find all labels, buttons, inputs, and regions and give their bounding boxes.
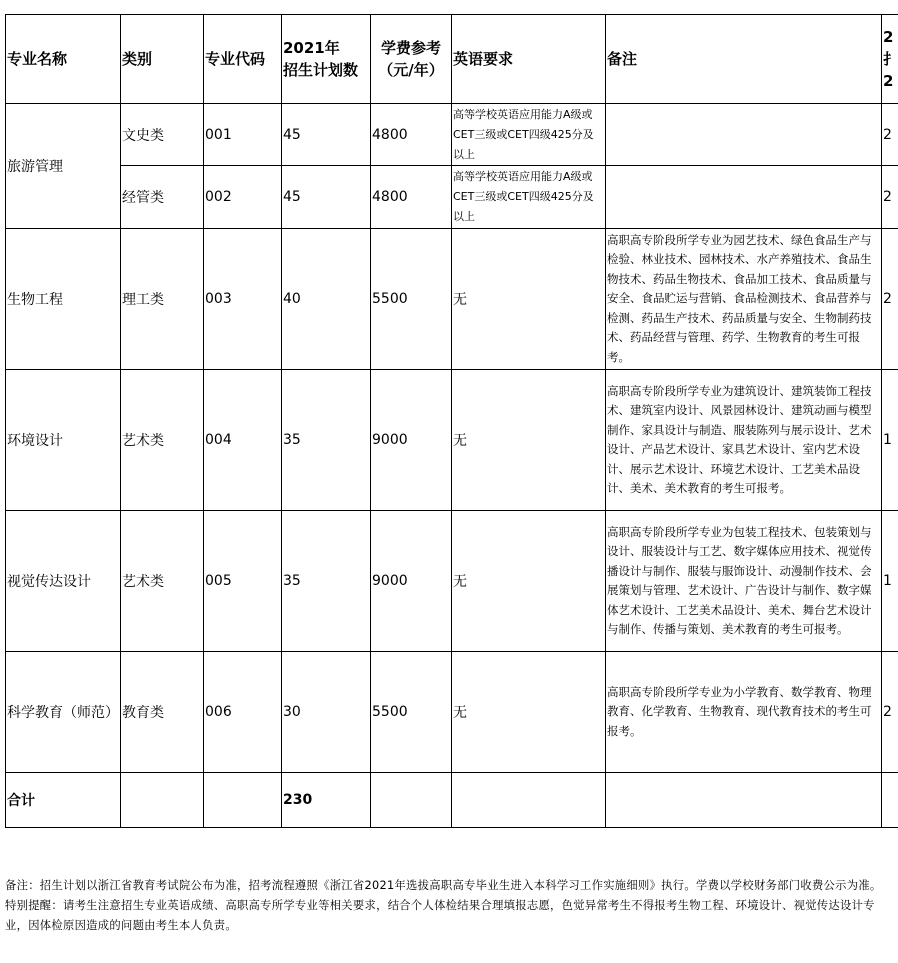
cell-remark: 高职高专阶段所学专业为园艺技术、绿色食品生产与检验、林业技术、园林技术、水产养殖技术、食品生物技术、药品生物技术、食品加工技术、食品质量与安全、食品贮运与营销、食品检测技术、食品营养与检测、药品生产技术、药品质量与安全、生物制药技术、药品经营与管理、药学、生物教育的考生可报考。 (606, 229, 882, 370)
cell-plan: 35 (282, 370, 371, 511)
table-row (6, 511, 898, 652)
header-extra-line2: 扌 (883, 50, 898, 68)
cell-plan: 40 (282, 229, 371, 370)
header-major-name: 专业名称 (6, 15, 121, 104)
total-label: 合计 (6, 773, 121, 828)
cell-english: 无 (452, 511, 606, 652)
cell-extra: 2 (882, 166, 898, 229)
header-extra-line3: 2 (883, 72, 894, 90)
cell-category: 艺术类 (121, 511, 204, 652)
cell-fee: 9000 (371, 511, 452, 652)
cell-extra: 2 (882, 104, 898, 166)
cell-remark (606, 166, 882, 229)
cell-fee: 5500 (371, 652, 452, 773)
total-empty (452, 773, 606, 828)
header-row (6, 15, 898, 104)
cell-major-name: 科学教育（师范） (6, 652, 121, 773)
cell-major-name: 视觉传达设计 (6, 511, 121, 652)
cell-english: 高等学校英语应用能力A级或CET三级或CET四级425分及以上 (452, 104, 606, 166)
cell-plan: 45 (282, 104, 371, 166)
cell-fee: 4800 (371, 104, 452, 166)
table-row (6, 652, 898, 773)
header-fee (371, 15, 452, 104)
table-row (6, 166, 898, 229)
header-fee-line2: （元/年） (378, 61, 444, 79)
cell-extra: 2 (882, 652, 898, 773)
footnotes (5, 876, 889, 936)
cell-plan: 45 (282, 166, 371, 229)
cell-english: 无 (452, 229, 606, 370)
enrollment-table-wrapper (5, 14, 898, 830)
cell-remark (606, 104, 882, 166)
cell-category: 教育类 (121, 652, 204, 773)
header-remark: 备注 (606, 15, 882, 104)
cell-category: 经管类 (121, 166, 204, 229)
header-category: 类别 (121, 15, 204, 104)
cell-code: 004 (204, 370, 282, 511)
cell-extra: 2 (882, 229, 898, 370)
cell-code: 003 (204, 229, 282, 370)
cell-english: 无 (452, 370, 606, 511)
cell-major-name: 旅游管理 (6, 104, 121, 229)
table-row (6, 370, 898, 511)
cell-code: 005 (204, 511, 282, 652)
cell-code: 006 (204, 652, 282, 773)
total-empty (204, 773, 282, 828)
header-extra-line1: 2 (883, 28, 894, 46)
cell-category: 艺术类 (121, 370, 204, 511)
cell-remark: 高职高专阶段所学专业为小学教育、数学教育、物理教育、化学教育、生物教育、现代教育技术的考生可报考。 (606, 652, 882, 773)
total-plan: 230 (282, 773, 371, 828)
total-row (6, 773, 898, 828)
total-empty (882, 773, 898, 828)
enrollment-table (5, 14, 898, 828)
header-plan-line1: 2021年 (283, 39, 340, 57)
cell-fee: 5500 (371, 229, 452, 370)
cell-plan: 35 (282, 511, 371, 652)
table-row (6, 229, 898, 370)
cell-code: 002 (204, 166, 282, 229)
cell-extra: 1 (882, 511, 898, 652)
cell-code: 001 (204, 104, 282, 166)
header-fee-line1: 学费参考 (380, 39, 441, 57)
cell-remark: 高职高专阶段所学专业为建筑设计、建筑装饰工程技术、建筑室内设计、风景园林设计、建筑动画与模型制作、家具设计与制造、服装陈列与展示设计、艺术设计、产品艺术设计、家具艺术设计、室内艺术设计、展示艺术设计、环境艺术设计、工艺美术品设计、美术、美术教育的考生可报考。 (606, 370, 882, 511)
cell-fee: 4800 (371, 166, 452, 229)
cell-fee: 9000 (371, 370, 452, 511)
header-code: 专业代码 (204, 15, 282, 104)
header-plan (282, 15, 371, 104)
total-empty (371, 773, 452, 828)
total-empty (606, 773, 882, 828)
total-empty (121, 773, 204, 828)
cell-english: 高等学校英语应用能力A级或CET三级或CET四级425分及以上 (452, 166, 606, 229)
cell-category: 文史类 (121, 104, 204, 166)
cell-remark: 高职高专阶段所学专业为包装工程技术、包装策划与设计、服装设计与工艺、数字媒体应用技术、视觉传播设计与制作、服装与服饰设计、动漫制作技术、会展策划与管理、艺术设计、广告设计与制作、数字媒体艺术设计、工艺美术品设计、美术、舞台艺术设计与制作、传播与策划、美术教育的考生可报考。 (606, 511, 882, 652)
cell-major-name: 生物工程 (6, 229, 121, 370)
footnote-remark: 备注：招生计划以浙江省教育考试院公布为准，招考流程遵照《浙江省2021年选拔高职高专毕业生进入本科学习工作实施细则》执行。学费以学校财务部门收费公示为准。 (5, 879, 882, 892)
table-row (6, 104, 898, 166)
footnote-reminder: 特别提醒：请考生注意招生专业英语成绩、高职高专所学专业等相关要求，结合个人体检结果合理填报志愿，色觉异常考生不得报考生物工程、环境设计、视觉传达设计专业，因体检原因造成的问题由考生本人负责。 (5, 899, 875, 932)
cell-plan: 30 (282, 652, 371, 773)
cell-category: 理工类 (121, 229, 204, 370)
cell-extra: 1 (882, 370, 898, 511)
header-english: 英语要求 (452, 15, 606, 104)
cell-english: 无 (452, 652, 606, 773)
header-plan-line2: 招生计划数 (283, 61, 359, 79)
header-extra (882, 15, 898, 104)
cell-major-name: 环境设计 (6, 370, 121, 511)
